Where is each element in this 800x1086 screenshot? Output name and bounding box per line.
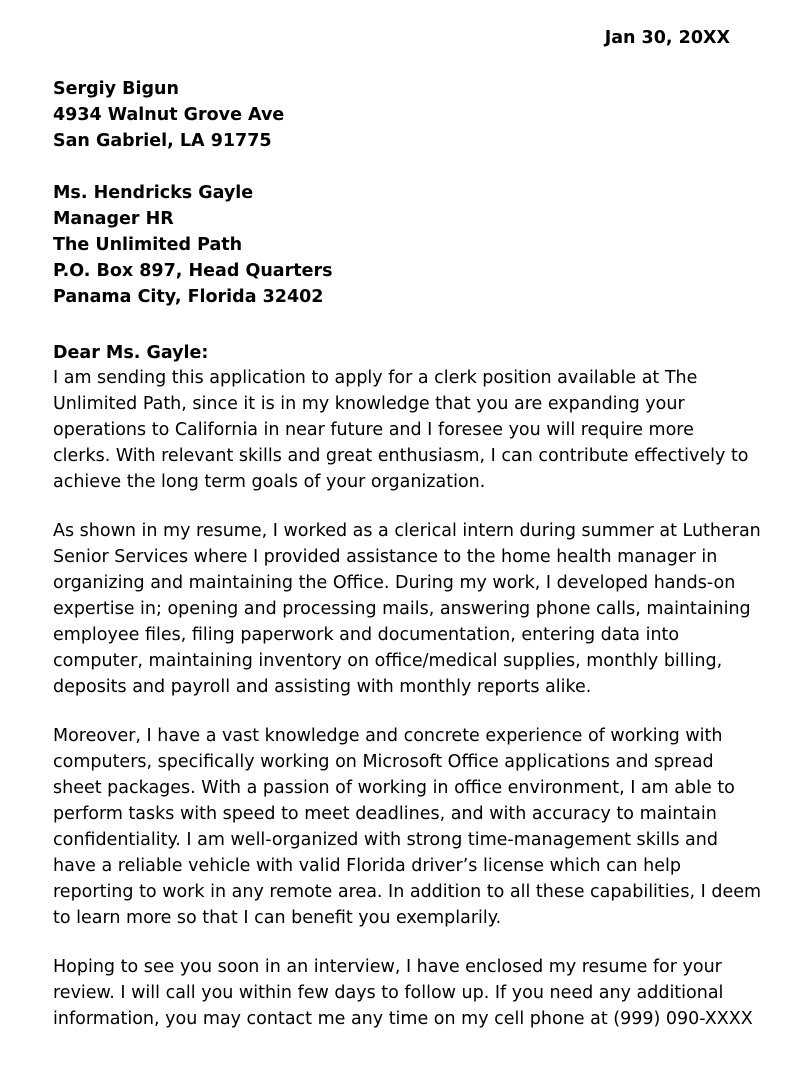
salutation — [53, 340, 753, 366]
paragraph-line: Hoping to see you soon in an interview, I have enclosed my resume for your — [53, 957, 722, 977]
paragraph-line: computers, specifically working on Microsoft Office applications and spread — [53, 752, 714, 772]
paragraph-line: reporting to work in any remote area. In addition to all these capabilities, I deem — [53, 882, 762, 902]
paragraph-line: to learn more so that I can benefit you exemplarily. — [53, 908, 502, 928]
paragraph-line: sheet packages. With a passion of working in office environment, I am able to — [53, 778, 735, 798]
paragraph-line: Unlimited Path, since it is in my knowledge that you are expanding your — [53, 394, 685, 414]
paragraph-line: review. I will call you within few days to follow up. If you need any additional — [53, 983, 724, 1003]
letter-date: Jan 30, 20XX — [604, 28, 730, 48]
paragraph-line: have a reliable vehicle with valid Florida driver’s license which can help — [53, 856, 682, 876]
recipient-name: Ms. Hendricks Gayle — [53, 183, 254, 203]
paragraph-line: organizing and maintaining the Office. During my work, I developed hands-on — [53, 573, 736, 593]
paragraph-line: As shown in my resume, I worked as a clerical intern during summer at Lutheran — [53, 521, 761, 541]
paragraph-line: deposits and payroll and assisting with monthly reports alike. — [53, 677, 592, 697]
paragraph-line: computer, maintaining inventory on office/medical supplies, monthly billing, — [53, 651, 723, 671]
paragraph-line: employee files, filing paperwork and documentation, entering data into — [53, 625, 680, 645]
sender-address — [53, 76, 753, 154]
body-paragraph-2 — [53, 518, 761, 700]
paragraph-line: achieve the long term goals of your organization. — [53, 472, 486, 492]
recipient-city: Panama City, Florida 32402 — [53, 287, 324, 307]
paragraph-line: perform tasks with speed to meet deadlines, and with accuracy to maintain — [53, 804, 717, 824]
paragraph-line: operations to California in near future and I foresee you will require more — [53, 420, 694, 440]
recipient-address — [53, 180, 753, 310]
paragraph-line: Moreover, I have a vast knowledge and concrete experience of working with — [53, 726, 723, 746]
paragraph-line: Senior Services where I provided assistance to the home health manager in — [53, 547, 718, 567]
salutation-text: Dear Ms. Gayle: — [53, 343, 209, 363]
sender-city: San Gabriel, LA 91775 — [53, 131, 272, 151]
sender-street: 4934 Walnut Grove Ave — [53, 105, 285, 125]
sender-name: Sergiy Bigun — [53, 79, 179, 99]
paragraph-line: expertise in; opening and processing mails, answering phone calls, maintaining — [53, 599, 751, 619]
body-paragraph-4 — [53, 954, 753, 1032]
recipient-street: P.O. Box 897, Head Quarters — [53, 261, 333, 281]
recipient-title: Manager HR — [53, 209, 174, 229]
recipient-company: The Unlimited Path — [53, 235, 243, 255]
body-paragraph-1 — [53, 365, 753, 495]
body-paragraph-3 — [53, 723, 762, 931]
paragraph-line: information, you may contact me any time on my cell phone at (999) 090-XXXX — [53, 1009, 753, 1029]
paragraph-line: clerks. With relevant skills and great enthusiasm, I can contribute effectively to — [53, 446, 749, 466]
paragraph-line: I am sending this application to apply for a clerk position available at The — [53, 368, 698, 388]
paragraph-line: confidentiality. I am well-organized with strong time-management skills and — [53, 830, 718, 850]
